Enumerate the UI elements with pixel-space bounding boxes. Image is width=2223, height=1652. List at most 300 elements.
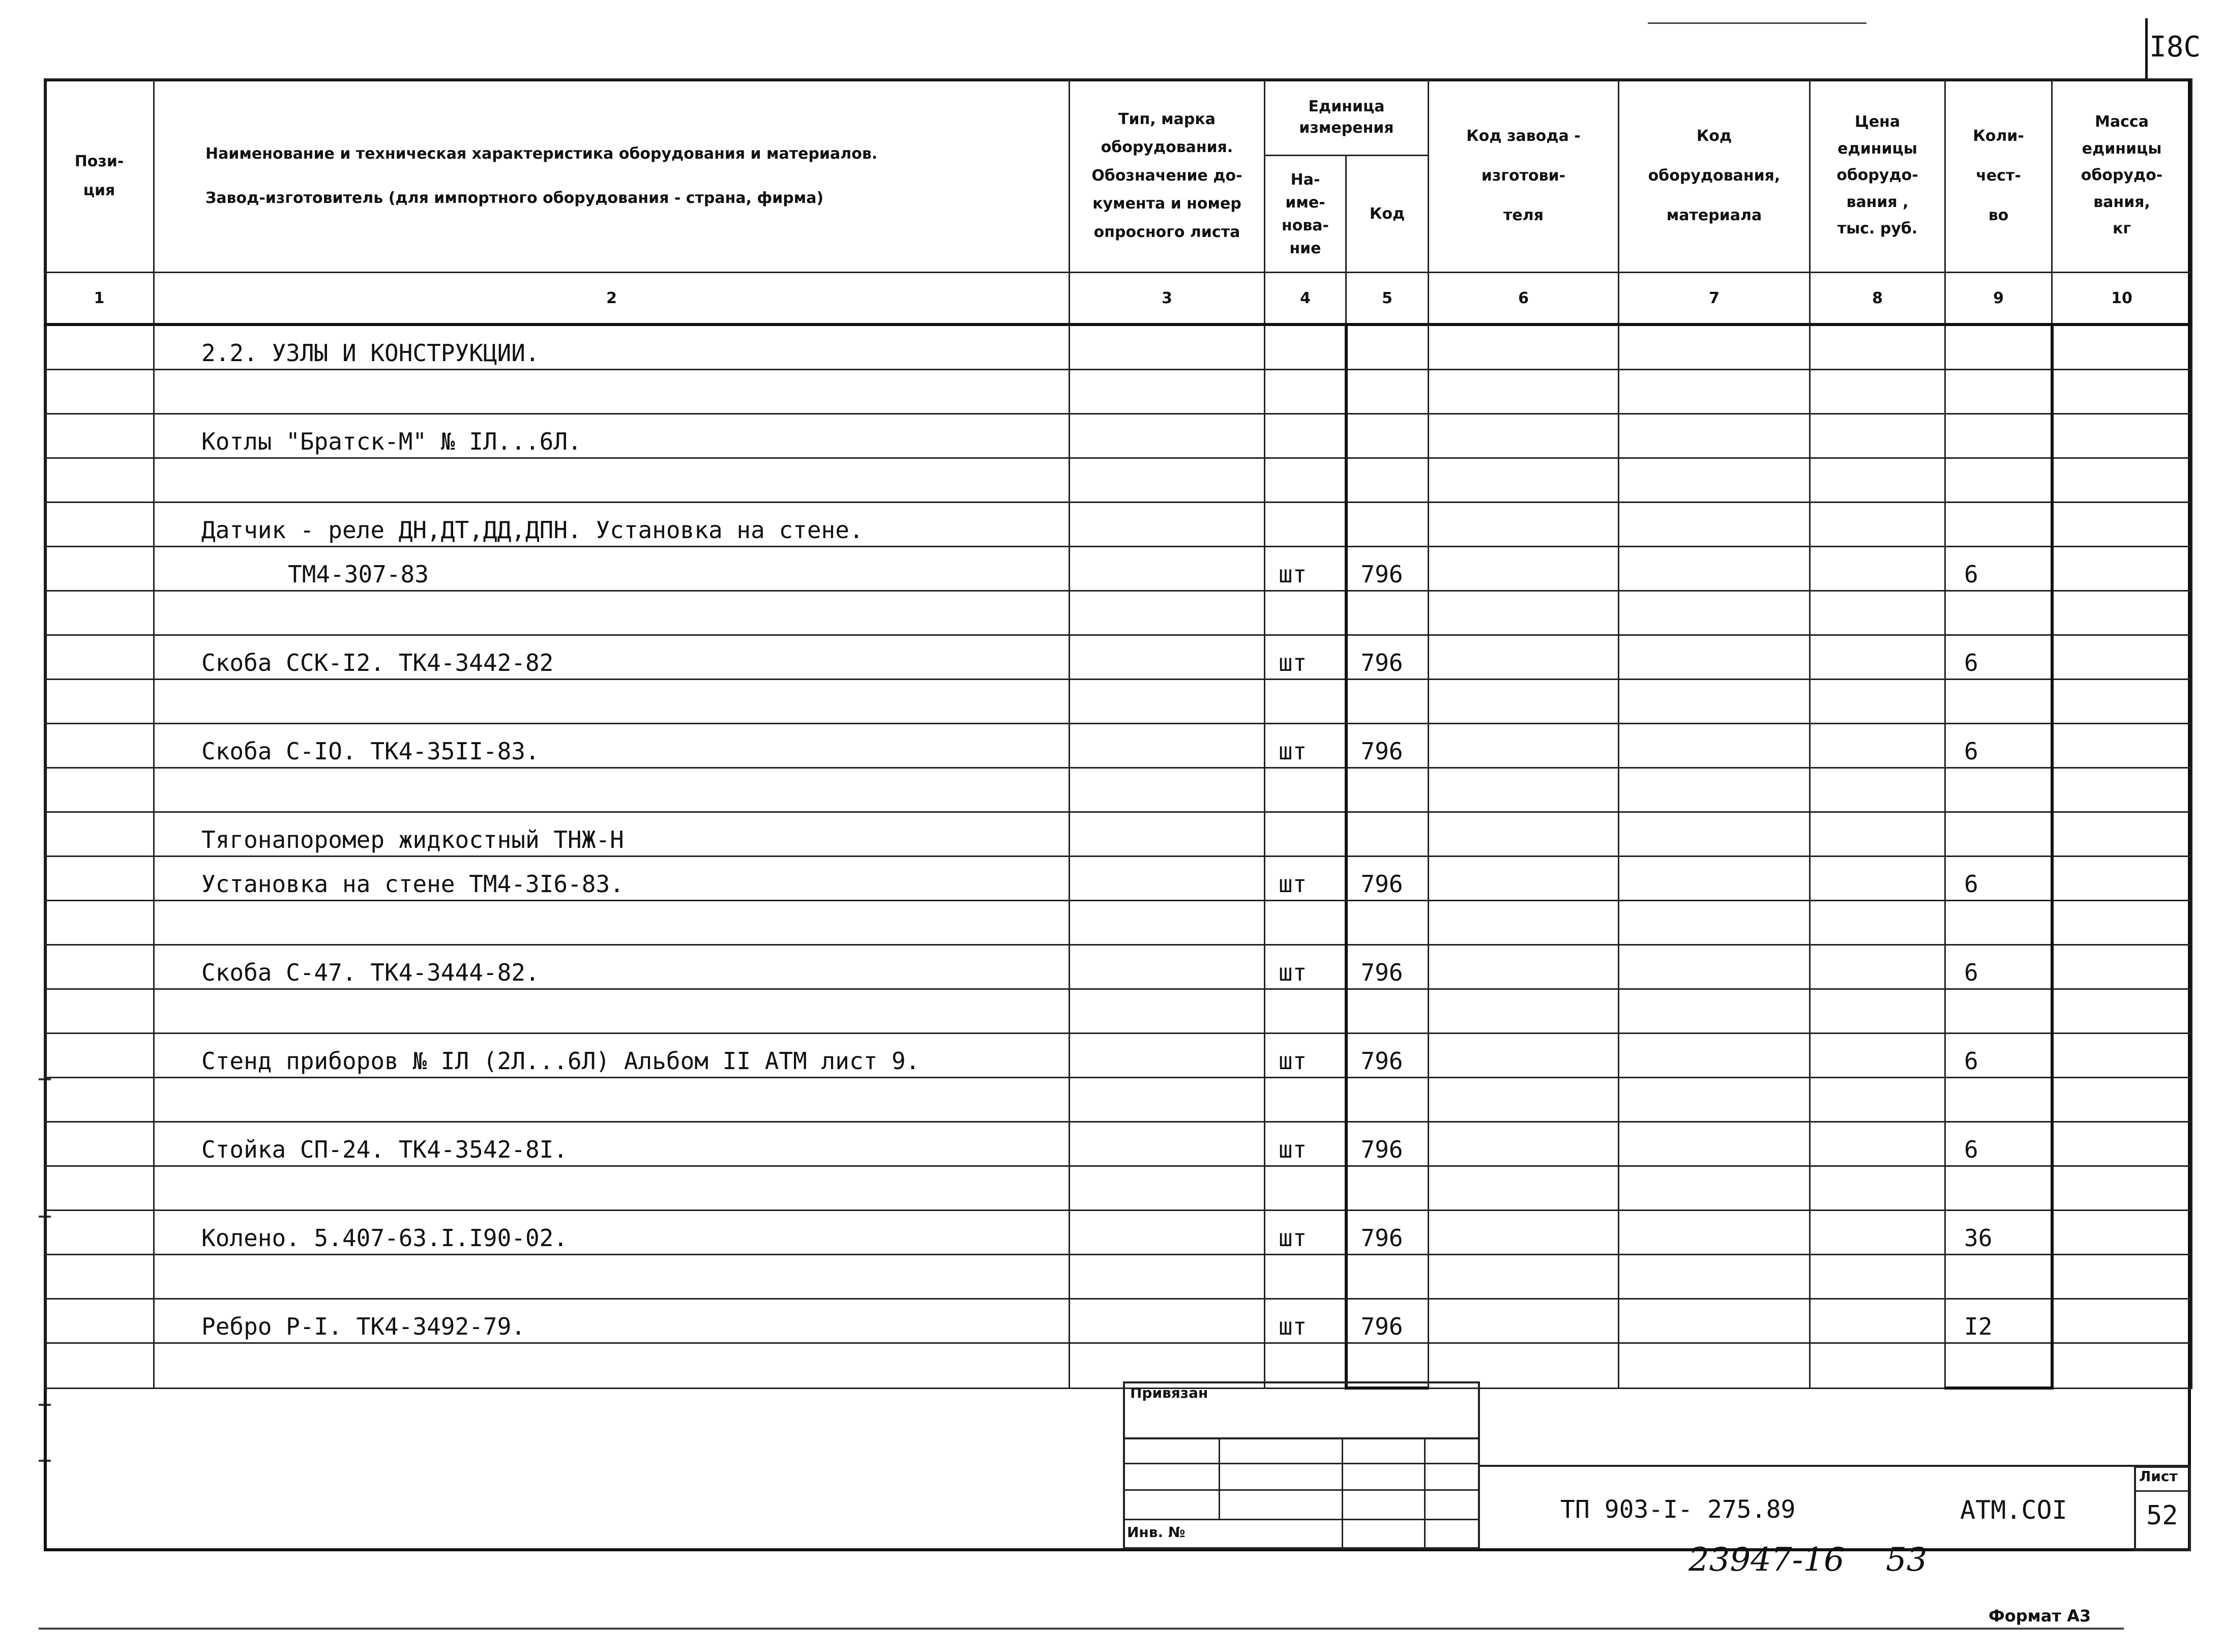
table-row xyxy=(45,857,2192,901)
cell-equipment-code xyxy=(1619,768,1810,812)
stamp-rule xyxy=(1424,1437,1426,1549)
header-quantity: Коли- чест- во xyxy=(1945,79,2052,273)
cell-mass xyxy=(2052,857,2192,901)
table-row xyxy=(45,812,2192,857)
cell-unit-code: 796 xyxy=(1346,1299,1429,1343)
cell-type xyxy=(1070,503,1265,547)
cell-unit: шт xyxy=(1265,724,1346,768)
cell-mass xyxy=(2052,324,2192,370)
top-rule xyxy=(1648,22,1866,24)
cell-price xyxy=(1810,768,1945,812)
cell-equipment-code xyxy=(1619,901,1810,945)
cell-quantity: 6 xyxy=(1945,857,2052,901)
cell-position xyxy=(45,989,154,1034)
cell-equipment-code xyxy=(1619,1078,1810,1122)
cell-name xyxy=(154,1255,1070,1299)
cell-price xyxy=(1810,547,1945,591)
cell-unit-code xyxy=(1346,324,1429,370)
cell-mass xyxy=(2052,1299,2192,1343)
cell-mass xyxy=(2052,370,2192,414)
cell-equipment-code xyxy=(1619,414,1810,458)
cell-price xyxy=(1810,1343,1945,1389)
cell-position xyxy=(45,1211,154,1255)
cell-type xyxy=(1070,324,1265,370)
cell-mass xyxy=(2052,724,2192,768)
cell-price xyxy=(1810,324,1945,370)
column-number-row xyxy=(45,273,2192,325)
cell-quantity xyxy=(1945,812,2052,857)
table-row xyxy=(45,1034,2192,1078)
cell-factory-code xyxy=(1429,414,1619,458)
cell-unit: шт xyxy=(1265,1122,1346,1166)
cell-name: Котлы "Братск-М" № IЛ...6Л. xyxy=(154,414,1070,458)
cell-factory-code xyxy=(1429,370,1619,414)
cell-price xyxy=(1810,680,1945,724)
cell-quantity xyxy=(1945,901,2052,945)
cell-price xyxy=(1810,945,1945,989)
cell-equipment-code xyxy=(1619,724,1810,768)
cell-quantity: 6 xyxy=(1945,724,2052,768)
cell-mass xyxy=(2052,1166,2192,1211)
handwritten-number: 23947-16 53 xyxy=(1688,1541,1928,1579)
cell-unit xyxy=(1265,989,1346,1034)
cell-position xyxy=(45,1078,154,1122)
cell-name: ТМ4-307-83 xyxy=(154,547,1070,591)
cell-quantity: I2 xyxy=(1945,1299,2052,1343)
table-row xyxy=(45,547,2192,591)
cell-equipment-code xyxy=(1619,945,1810,989)
cell-mass xyxy=(2052,1211,2192,1255)
cell-quantity xyxy=(1945,458,2052,503)
cell-unit-code xyxy=(1346,1255,1429,1299)
cell-price xyxy=(1810,1211,1945,1255)
cell-equipment-code xyxy=(1619,1211,1810,1255)
cell-position xyxy=(45,324,154,370)
table-row xyxy=(45,901,2192,945)
cell-quantity: 6 xyxy=(1945,635,2052,680)
table-row xyxy=(45,768,2192,812)
cell-mass xyxy=(2052,414,2192,458)
cell-factory-code xyxy=(1429,724,1619,768)
cell-type xyxy=(1070,1078,1265,1122)
cell-price xyxy=(1810,857,1945,901)
cell-mass xyxy=(2052,1255,2192,1299)
stamp-rule xyxy=(1123,1519,1480,1520)
table-row xyxy=(45,1343,2192,1389)
page-number-rule xyxy=(2145,18,2148,79)
cell-mass xyxy=(2052,458,2192,503)
cell-type xyxy=(1070,635,1265,680)
cell-unit-code: 796 xyxy=(1346,945,1429,989)
cell-position xyxy=(45,635,154,680)
cell-price xyxy=(1810,414,1945,458)
cell-unit xyxy=(1265,768,1346,812)
cell-name xyxy=(154,989,1070,1034)
cell-unit-code xyxy=(1346,370,1429,414)
document-mark: АТМ.СОI xyxy=(1960,1495,2067,1525)
cell-factory-code xyxy=(1429,812,1619,857)
cell-price xyxy=(1810,370,1945,414)
cell-price xyxy=(1810,1034,1945,1078)
cell-quantity xyxy=(1945,1166,2052,1211)
cell-unit xyxy=(1265,324,1346,370)
cell-position xyxy=(45,547,154,591)
table-row xyxy=(45,945,2192,989)
header-unit-name: На- име- нова- ние xyxy=(1265,156,1346,273)
cell-mass xyxy=(2052,901,2192,945)
cell-price xyxy=(1810,503,1945,547)
cell-equipment-code xyxy=(1619,812,1810,857)
cell-unit-code: 796 xyxy=(1346,857,1429,901)
sheet-number: 52 xyxy=(2146,1500,2178,1531)
cell-equipment-code xyxy=(1619,1343,1810,1389)
cell-equipment-code xyxy=(1619,324,1810,370)
cell-factory-code xyxy=(1429,503,1619,547)
cell-name xyxy=(154,370,1070,414)
cell-position xyxy=(45,1299,154,1343)
cell-price xyxy=(1810,1255,1945,1299)
column-number: 7 xyxy=(1619,273,1810,325)
cell-quantity: 6 xyxy=(1945,1034,2052,1078)
cell-unit-code xyxy=(1346,901,1429,945)
cell-unit: шт xyxy=(1265,547,1346,591)
cell-mass xyxy=(2052,945,2192,989)
cell-type xyxy=(1070,458,1265,503)
cell-mass xyxy=(2052,547,2192,591)
cell-unit xyxy=(1265,414,1346,458)
cell-unit: шт xyxy=(1265,635,1346,680)
header-factory-code: Код завода - изготови- теля xyxy=(1429,79,1619,273)
cell-equipment-code xyxy=(1619,458,1810,503)
cell-mass xyxy=(2052,1078,2192,1122)
cell-name: Тягонапоромер жидкостный ТНЖ-Н xyxy=(154,812,1070,857)
cell-name: Стенд приборов № IЛ (2Л...6Л) Альбом II АТМ лист 9. xyxy=(154,1034,1070,1078)
cell-quantity xyxy=(1945,1255,2052,1299)
cell-equipment-code xyxy=(1619,370,1810,414)
cell-price xyxy=(1810,591,1945,635)
cell-price xyxy=(1810,901,1945,945)
format-label: Формат А3 xyxy=(1989,1606,2091,1626)
cell-unit xyxy=(1265,591,1346,635)
cell-unit: шт xyxy=(1265,857,1346,901)
cell-unit xyxy=(1265,458,1346,503)
sheet-label: Лист xyxy=(2139,1468,2178,1485)
bottom-rule xyxy=(39,1628,2124,1630)
cell-type xyxy=(1070,768,1265,812)
cell-price xyxy=(1810,1078,1945,1122)
cell-quantity xyxy=(1945,503,2052,547)
cell-unit xyxy=(1265,901,1346,945)
cell-type xyxy=(1070,945,1265,989)
cell-mass xyxy=(2052,680,2192,724)
cell-equipment-code xyxy=(1619,1299,1810,1343)
table-row xyxy=(45,503,2192,547)
cell-quantity xyxy=(1945,1343,2052,1389)
column-number: 10 xyxy=(2052,273,2192,325)
cell-unit-code: 796 xyxy=(1346,1034,1429,1078)
cell-factory-code xyxy=(1429,1122,1619,1166)
column-number: 9 xyxy=(1945,273,2052,325)
cell-unit xyxy=(1265,680,1346,724)
column-number: 2 xyxy=(154,273,1070,325)
cell-quantity: 6 xyxy=(1945,945,2052,989)
cell-factory-code xyxy=(1429,591,1619,635)
cell-name xyxy=(154,458,1070,503)
cell-unit-code xyxy=(1346,591,1429,635)
cell-factory-code xyxy=(1429,1255,1619,1299)
cell-factory-code xyxy=(1429,1299,1619,1343)
cell-price xyxy=(1810,1166,1945,1211)
cell-factory-code xyxy=(1429,680,1619,724)
cell-factory-code xyxy=(1429,1034,1619,1078)
cell-factory-code xyxy=(1429,1078,1619,1122)
cell-unit-code xyxy=(1346,503,1429,547)
table-row xyxy=(45,591,2192,635)
table-row xyxy=(45,635,2192,680)
document-code: ТП 903-I- 275.89 xyxy=(1560,1495,1796,1524)
cell-quantity xyxy=(1945,1078,2052,1122)
cell-mass xyxy=(2052,989,2192,1034)
cell-mass xyxy=(2052,1034,2192,1078)
cell-position xyxy=(45,901,154,945)
cell-mass xyxy=(2052,768,2192,812)
cell-name: Установка на стене ТМ4-3I6-83. xyxy=(154,857,1070,901)
cell-position xyxy=(45,591,154,635)
cell-name: Скоба С-47. ТК4-3444-82. xyxy=(154,945,1070,989)
column-number: 3 xyxy=(1070,273,1265,325)
cell-name: Скоба С-IO. ТК4-35II-83. xyxy=(154,724,1070,768)
cell-position xyxy=(45,680,154,724)
stamp-rule xyxy=(1123,1463,1480,1464)
cell-factory-code xyxy=(1429,635,1619,680)
cell-position xyxy=(45,1343,154,1389)
stamp-privyazan-label: Привязан xyxy=(1130,1384,1208,1401)
cell-position xyxy=(45,370,154,414)
header-mass: Масса единицы оборудо- вания, кг xyxy=(2052,79,2192,273)
stamp-rule xyxy=(1123,1489,1480,1491)
cell-factory-code xyxy=(1429,989,1619,1034)
table-row xyxy=(45,1299,2192,1343)
cell-position xyxy=(45,724,154,768)
cell-equipment-code xyxy=(1619,503,1810,547)
cell-quantity xyxy=(1945,414,2052,458)
cell-equipment-code xyxy=(1619,989,1810,1034)
cell-type xyxy=(1070,812,1265,857)
cell-position xyxy=(45,414,154,458)
cell-type xyxy=(1070,1299,1265,1343)
cell-position xyxy=(45,1166,154,1211)
cell-factory-code xyxy=(1429,1166,1619,1211)
cell-unit-code xyxy=(1346,989,1429,1034)
cell-name xyxy=(154,901,1070,945)
cell-type xyxy=(1070,901,1265,945)
cell-mass xyxy=(2052,591,2192,635)
cell-equipment-code xyxy=(1619,1255,1810,1299)
cell-name: 2.2. УЗЛЫ И КОНСТРУКЦИИ. xyxy=(154,324,1070,370)
cell-position xyxy=(45,503,154,547)
cell-unit xyxy=(1265,812,1346,857)
column-number: 5 xyxy=(1346,273,1429,325)
cell-price xyxy=(1810,724,1945,768)
cell-name xyxy=(154,680,1070,724)
cell-mass xyxy=(2052,1122,2192,1166)
cell-unit-code: 796 xyxy=(1346,1122,1429,1166)
page-number: I8C xyxy=(2149,31,2201,64)
column-number: 1 xyxy=(45,273,154,325)
header-name: Наименование и техническая характеристика оборудования и материалов. Завод-изготовитель (для импортного оборудования - страна, фирма) xyxy=(154,79,1070,273)
column-number: 4 xyxy=(1265,273,1346,325)
cell-unit-code xyxy=(1346,680,1429,724)
cell-position xyxy=(45,768,154,812)
cell-quantity xyxy=(1945,591,2052,635)
cell-position xyxy=(45,1122,154,1166)
cell-price xyxy=(1810,458,1945,503)
cell-name xyxy=(154,768,1070,812)
cell-type xyxy=(1070,1034,1265,1078)
header-type: Тип, марка оборудования. Обозначение до- кумента и номер опросного листа xyxy=(1070,79,1265,273)
cell-quantity xyxy=(1945,680,2052,724)
cell-unit-code xyxy=(1346,1078,1429,1122)
cell-equipment-code xyxy=(1619,1122,1810,1166)
cell-unit-code: 796 xyxy=(1346,1211,1429,1255)
table-row xyxy=(45,414,2192,458)
column-number: 6 xyxy=(1429,273,1619,325)
cell-name xyxy=(154,1078,1070,1122)
cell-price xyxy=(1810,635,1945,680)
cell-type xyxy=(1070,414,1265,458)
stamp-rule xyxy=(1219,1437,1220,1519)
cell-type xyxy=(1070,1122,1265,1166)
specification-table xyxy=(44,78,2192,1390)
table-row xyxy=(45,1255,2192,1299)
header-equipment-code: Код оборудования, материала xyxy=(1619,79,1810,273)
cell-unit-code xyxy=(1346,458,1429,503)
cell-mass xyxy=(2052,1343,2192,1389)
cell-type xyxy=(1070,1166,1265,1211)
cell-unit xyxy=(1265,503,1346,547)
cell-quantity: 36 xyxy=(1945,1211,2052,1255)
cell-equipment-code xyxy=(1619,591,1810,635)
table-row xyxy=(45,989,2192,1034)
header-position: Пози- ция xyxy=(45,79,154,273)
column-number: 8 xyxy=(1810,273,1945,325)
cell-factory-code xyxy=(1429,547,1619,591)
cell-type xyxy=(1070,989,1265,1034)
cell-unit-code: 796 xyxy=(1346,635,1429,680)
cell-unit-code xyxy=(1346,1166,1429,1211)
cell-position xyxy=(45,1034,154,1078)
cell-quantity xyxy=(1945,324,2052,370)
title-block-rule xyxy=(1480,1465,2191,1467)
cell-type xyxy=(1070,1211,1265,1255)
cell-factory-code xyxy=(1429,945,1619,989)
cell-name: Колено. 5.407-63.I.I90-02. xyxy=(154,1211,1070,1255)
cell-price xyxy=(1810,989,1945,1034)
cell-mass xyxy=(2052,635,2192,680)
cell-factory-code xyxy=(1429,458,1619,503)
cell-name: Датчик - реле ДН,ДТ,ДД,ДПН. Установка на стене. xyxy=(154,503,1070,547)
cell-unit xyxy=(1265,370,1346,414)
cell-unit: шт xyxy=(1265,1299,1346,1343)
stamp-inv-label: Инв. № xyxy=(1127,1524,1185,1541)
cell-type xyxy=(1070,370,1265,414)
stamp-rule xyxy=(1342,1437,1343,1549)
cell-name: Стойка СП-24. ТК4-3542-8I. xyxy=(154,1122,1070,1166)
cell-factory-code xyxy=(1429,857,1619,901)
table-row xyxy=(45,1211,2192,1255)
cell-mass xyxy=(2052,812,2192,857)
cell-unit: шт xyxy=(1265,1034,1346,1078)
cell-unit-code: 796 xyxy=(1346,547,1429,591)
cell-equipment-code xyxy=(1619,635,1810,680)
table-row xyxy=(45,1078,2192,1122)
cell-factory-code xyxy=(1429,768,1619,812)
cell-type xyxy=(1070,680,1265,724)
cell-name: Ребро Р-I. ТК4-3492-79. xyxy=(154,1299,1070,1343)
cell-mass xyxy=(2052,503,2192,547)
cell-quantity xyxy=(1945,370,2052,414)
cell-quantity: 6 xyxy=(1945,547,2052,591)
cell-type xyxy=(1070,857,1265,901)
cell-unit-code xyxy=(1346,414,1429,458)
cell-name xyxy=(154,591,1070,635)
cell-equipment-code xyxy=(1619,857,1810,901)
header-unit-group: Единица измерения xyxy=(1265,79,1429,156)
cell-factory-code xyxy=(1429,1211,1619,1255)
cell-position xyxy=(45,812,154,857)
cell-name xyxy=(154,1343,1070,1389)
cell-price xyxy=(1810,1122,1945,1166)
cell-quantity: 6 xyxy=(1945,1122,2052,1166)
cell-unit-code xyxy=(1346,768,1429,812)
cell-position xyxy=(45,857,154,901)
cell-type xyxy=(1070,1255,1265,1299)
table-row xyxy=(45,680,2192,724)
cell-unit: шт xyxy=(1265,945,1346,989)
cell-position xyxy=(45,458,154,503)
cell-equipment-code xyxy=(1619,1034,1810,1078)
cell-unit xyxy=(1265,1166,1346,1211)
cell-unit xyxy=(1265,1078,1346,1122)
header-price: Цена единицы оборудо- вания , тыс. руб. xyxy=(1810,79,1945,273)
cell-price xyxy=(1810,812,1945,857)
table-row xyxy=(45,1166,2192,1211)
cell-name xyxy=(154,1166,1070,1211)
sheet-box-rule xyxy=(2134,1490,2191,1492)
cell-quantity xyxy=(1945,989,2052,1034)
cell-type xyxy=(1070,547,1265,591)
cell-price xyxy=(1810,1299,1945,1343)
cell-equipment-code xyxy=(1619,680,1810,724)
cell-factory-code xyxy=(1429,901,1619,945)
table-row xyxy=(45,458,2192,503)
cell-unit-code xyxy=(1346,812,1429,857)
cell-type xyxy=(1070,724,1265,768)
cell-equipment-code xyxy=(1619,1166,1810,1211)
table-row xyxy=(45,370,2192,414)
cell-equipment-code xyxy=(1619,547,1810,591)
cell-type xyxy=(1070,591,1265,635)
table-row xyxy=(45,724,2192,768)
header-unit-code: Код xyxy=(1346,156,1429,273)
cell-name: Скоба ССК-I2. ТК4-3442-82 xyxy=(154,635,1070,680)
table-row xyxy=(45,1122,2192,1166)
cell-unit-code: 796 xyxy=(1346,724,1429,768)
cell-position xyxy=(45,1255,154,1299)
cell-quantity xyxy=(1945,768,2052,812)
cell-unit: шт xyxy=(1265,1211,1346,1255)
cell-factory-code xyxy=(1429,324,1619,370)
